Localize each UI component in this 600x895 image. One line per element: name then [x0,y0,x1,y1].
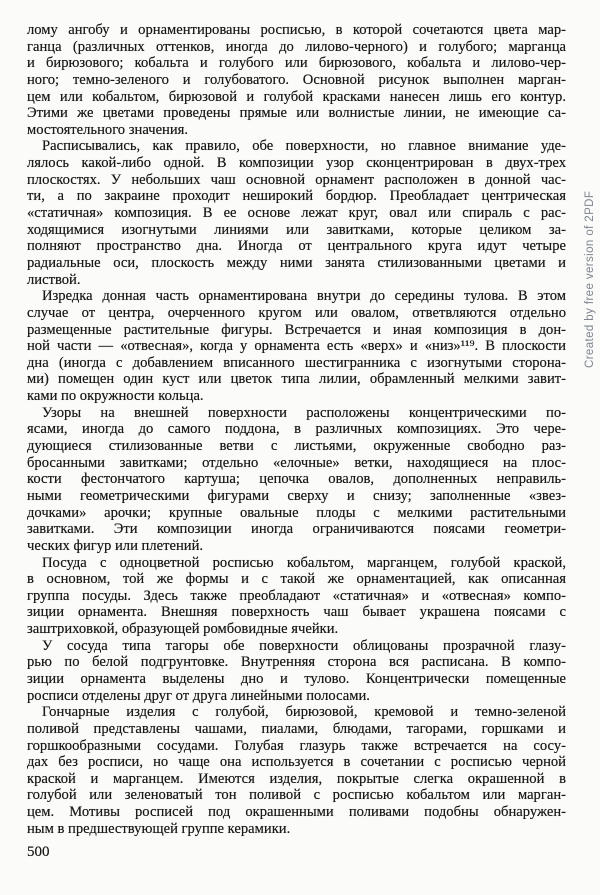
text-line: ти, а по закраине проходит неширокий бордюр. Преобладает центрическая [27,188,566,205]
text-line: группа посуды. Здесь также преобладают «статичная» и «отвесная» компо- [27,587,566,604]
text-line: ками по окружности кольца. [27,388,204,405]
text-line: мостоятельного значения. [27,121,189,138]
text-line: дна (иногда с добавлением вписанного шестигранника с изогнутыми сторона- [27,354,566,371]
text-line: завитками. Эти композиции иногда ограничиваются поясами геометри- [27,521,566,538]
text-line: Гончарные изделия с голубой, бирюзовой, кремовой и темно-зеленой [42,704,566,721]
text-line: в основном, той же формы и с такой же орнаментацией, как описанная [27,571,566,588]
text-line: Посуда с одноцветной росписью кобальтом, марганцем, голубой краской, [42,554,566,571]
text-line: ходящимися изогнутыми линиями или завитками, которые целиком за- [27,221,566,238]
text-line: ной части — «отвесная», когда у орнамента есть «верх» и «низ»¹¹⁹. В плоскости [27,338,566,355]
text-line: кости фестончатого картуша; цепочка овалов, дополненных неправиль- [27,471,566,488]
text-line: цем или кобальтом, бирюзовой и голубой красками нанесен лишь его контур. [27,88,566,105]
watermark-2pdf: Created by free version of 2PDF [584,190,596,368]
text-line: Расписывались, как правило, обе поверхности, но главное внимание уде- [42,138,566,155]
text-line: зиции орнамента. Внешняя поверхность чаш бывает украшена поясами с [27,604,566,621]
text-line: голубой или зеленоватый тон поливой с росписью кобальтом или марган- [27,787,566,804]
text-line: У сосуда типа тагоры обе поверхности облицованы прозрачной глазу- [42,637,566,654]
text-line: Узоры на внешней поверхности расположены концентрическими по- [42,404,566,421]
text-line: лому ангобу и орнаментированы росписью, в которой сочетаются цвета мар- [27,22,566,38]
text-line: радиальные оси, плоскость между ними занята стилизованными цветами и [27,254,566,271]
paragraph [27,22,566,138]
text-line: ми) помещен один куст или цветок типа лилии, обрамленный мелкими завит- [27,371,566,388]
text-line: Этими же цветами проведены прямые или волнистые линии, не имеющие са- [27,105,566,122]
paragraph [27,638,566,705]
text-line: ным в предшествующей группе керамики. [27,820,291,837]
text-line: краской и марганцем. Имеются изделия, покрытые слегка окрашенной в [27,770,566,787]
paragraph [27,555,566,638]
text-line: зиции орнамента выделены дно и тулово. Концентрически помещенные [27,670,566,687]
text-line: и бирюзового; кобальта и голубого или бирюзового, кобальта и лилово-чер- [27,55,566,72]
paragraph [27,288,566,404]
page-text [27,22,566,837]
text-line: рью по белой подгрунтовке. Внутренняя сторона вся расписана. В компо- [27,654,566,671]
text-line: заштриховкой, образующей ромбовидные ячейки. [27,621,339,638]
text-line: «статичная» композиция. В ее основе лежат круг, овал или спираль с рас- [27,205,566,222]
text-line: дующиеся стилизованные ветви с листьями, окруженные свободно раз- [27,438,566,455]
text-line: листвой. [27,271,81,288]
text-line: плоскостях. У небольших чаш основной орнамент расположен в донной час- [27,171,566,188]
text-line: лялось какой-либо одной. В композиции узор сконцентрирован в двух-трех [27,155,566,172]
text-line: ясами, иногда до самого поддона, в различных композициях. Это чере- [27,421,566,438]
text-line: Изредка донная часть орнаментирована внутри до середины тулова. В этом [42,288,566,305]
text-line: ганца (различных оттенков, иногда до лилово-черного) и голубого; марганца [27,38,566,55]
text-line: цем. Мотивы росписей под окрашенными поливами подобны обнаружен- [27,804,566,821]
paragraph [27,405,566,555]
text-line: ными геометрическими фигурами сверху и снизу; заполненные «звез- [27,487,566,504]
text-line: ческих фигур или плетений. [27,537,204,554]
text-line: дочками» арочки; крупные овальные плоды с мелкими растительными [27,504,566,521]
paragraph [27,138,566,288]
text-line: размещенные растительные фигуры. Встречается и иная композиция в дон- [27,321,566,338]
text-line: поливой представлены чашами, пиалами, блюдами, тагорами, горшками и [27,720,566,737]
text-line: горшкообразными сосудами. Голубая глазурь также встречается на сосу- [27,737,566,754]
paragraph [27,704,566,837]
text-line: бросанными завитками; отдельно «елочные» ветки, находящиеся на плос- [27,454,566,471]
text-line: полняют пространство дна. Иногда от центрального круга идут четыре [27,238,566,255]
text-line: росписи отделены друг от друга линейными полосами. [27,687,370,704]
text-line: случае от центра, очерченного кругом или овалом, ответвляются отдельно [27,304,566,321]
text-line: дах без росписи, но чаще она используется в сочетании с росписью черной [27,754,566,771]
page-number: 500 [27,844,50,860]
text-line: ного; темно-зеленого и голубоватого. Основной рисунок выполнен марган- [27,71,566,88]
